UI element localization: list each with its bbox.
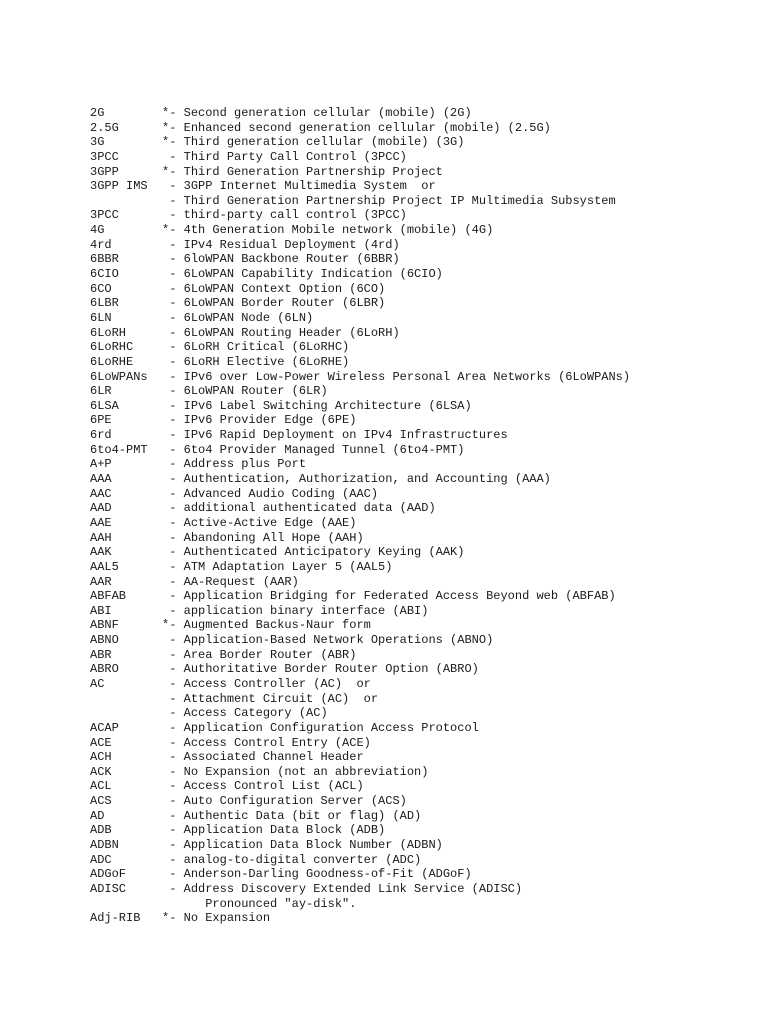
abbreviation-line: 6PE - IPv6 Provider Edge (6PE): [90, 413, 357, 428]
abbreviation-line: ACK - No Expansion (not an abbreviation): [90, 764, 429, 779]
abbreviation-line: ADC - analog-to-digital converter (ADC): [90, 852, 422, 867]
abbreviation-line: ADBN - Application Data Block Number (ADBN): [90, 838, 443, 853]
abbreviation-line: AAR - AA-Request (AAR): [90, 574, 299, 589]
abbreviation-line: ABNO - Application-Based Network Operations (ABNO): [90, 633, 494, 648]
abbreviation-line: ADGoF - Anderson-Darling Goodness-of-Fit (ADGoF): [90, 867, 472, 882]
abbreviation-line: 6LN - 6LoWPAN Node (6LN): [90, 310, 314, 325]
abbreviation-line: ABRO - Authoritative Border Router Option (ABRO): [90, 662, 479, 677]
abbreviation-line: 3PCC - third-party call control (3PCC): [90, 208, 407, 223]
abbreviation-line: 6BBR - 6loWPAN Backbone Router (6BBR): [90, 252, 400, 267]
abbreviation-line: 3GPP IMS - 3GPP Internet Multimedia System or: [90, 179, 436, 194]
abbreviation-line: 6rd - IPv6 Rapid Deployment on IPv4 Infrastructures: [90, 428, 508, 443]
abbreviation-line: 3G *- Third generation cellular (mobile) (3G): [90, 135, 465, 150]
abbreviation-line: ACH - Associated Channel Header: [90, 750, 364, 765]
abbreviation-line: - Third Generation Partnership Project IP Multimedia Subsystem: [90, 193, 616, 208]
abbreviation-line: A+P - Address plus Port: [90, 457, 307, 472]
abbreviation-line: Pronounced "ay-disk".: [90, 896, 357, 911]
abbreviation-line: AAH - Abandoning All Hope (AAH): [90, 530, 364, 545]
abbreviation-list: [90, 106, 630, 926]
abbreviation-line: ABNF *- Augmented Backus-Naur form: [90, 618, 371, 633]
abbreviation-line: ABI - application binary interface (ABI): [90, 603, 429, 618]
abbreviation-line: ADISC - Address Discovery Extended Link Service (ADISC): [90, 881, 523, 896]
abbreviation-line: 6LR - 6LoWPAN Router (6LR): [90, 384, 328, 399]
abbreviation-line: 2G *- Second generation cellular (mobile) (2G): [90, 106, 472, 120]
abbreviation-line: AAC - Advanced Audio Coding (AAC): [90, 486, 379, 501]
abbreviation-line: 6LoRHE - 6LoRH Elective (6LoRHE): [90, 354, 350, 369]
abbreviation-line: ACL - Access Control List (ACL): [90, 779, 364, 794]
abbreviation-line: 6to4-PMT - 6to4 Provider Managed Tunnel (6to4-PMT): [90, 442, 465, 457]
abbreviation-line: - Access Category (AC): [90, 706, 328, 721]
abbreviation-line: 2.5G *- Enhanced second generation cellular (mobile) (2.5G): [90, 120, 551, 135]
abbreviation-line: AAK - Authenticated Anticipatory Keying (AAK): [90, 545, 465, 560]
abbreviation-line: 3GPP *- Third Generation Partnership Project: [90, 164, 443, 179]
abbreviation-line: AAL5 - ATM Adaptation Layer 5 (AAL5): [90, 559, 393, 574]
abbreviation-line: - Attachment Circuit (AC) or: [90, 691, 379, 706]
abbreviation-line: AAA - Authentication, Authorization, and Accounting (AAA): [90, 472, 551, 487]
abbreviation-line: ACS - Auto Configuration Server (ACS): [90, 794, 407, 809]
abbreviation-line: 6CIO - 6LoWPAN Capability Indication (6CIO): [90, 267, 443, 282]
abbreviation-line: 4G *- 4th Generation Mobile network (mobile) (4G): [90, 223, 494, 238]
abbreviation-line: 6LoRH - 6LoWPAN Routing Header (6LoRH): [90, 325, 400, 340]
abbreviation-line: 6LoWPANs - IPv6 over Low-Power Wireless Personal Area Networks (6LoWPANs): [90, 369, 631, 384]
abbreviation-line: 4rd - IPv4 Residual Deployment (4rd): [90, 237, 400, 252]
abbreviation-line: ADB - Application Data Block (ADB): [90, 823, 386, 838]
abbreviation-line: ABR - Area Border Router (ABR): [90, 647, 357, 662]
abbreviation-line: 6CO - 6LoWPAN Context Option (6CO): [90, 281, 386, 296]
abbreviation-line: AD - Authentic Data (bit or flag) (AD): [90, 808, 422, 823]
abbreviation-line: ABFAB - Application Bridging for Federated Access Beyond web (ABFAB): [90, 589, 616, 604]
abbreviation-line: AC - Access Controller (AC) or: [90, 676, 371, 691]
abbreviation-line: 6LoRHC - 6LoRH Critical (6LoRHC): [90, 340, 350, 355]
abbreviation-line: Adj-RIB *- No Expansion: [90, 911, 271, 926]
abbreviation-line: ACAP - Application Configuration Access Protocol: [90, 720, 479, 735]
abbreviation-line: ACE - Access Control Entry (ACE): [90, 735, 371, 750]
abbreviation-line: AAE - Active-Active Edge (AAE): [90, 515, 357, 530]
abbreviation-line: 6LSA - IPv6 Label Switching Architecture (6LSA): [90, 398, 472, 413]
abbreviation-line: 6LBR - 6LoWPAN Border Router (6LBR): [90, 296, 386, 311]
abbreviation-line: 3PCC - Third Party Call Control (3PCC): [90, 149, 407, 164]
abbreviation-line: AAD - additional authenticated data (AAD): [90, 501, 436, 516]
